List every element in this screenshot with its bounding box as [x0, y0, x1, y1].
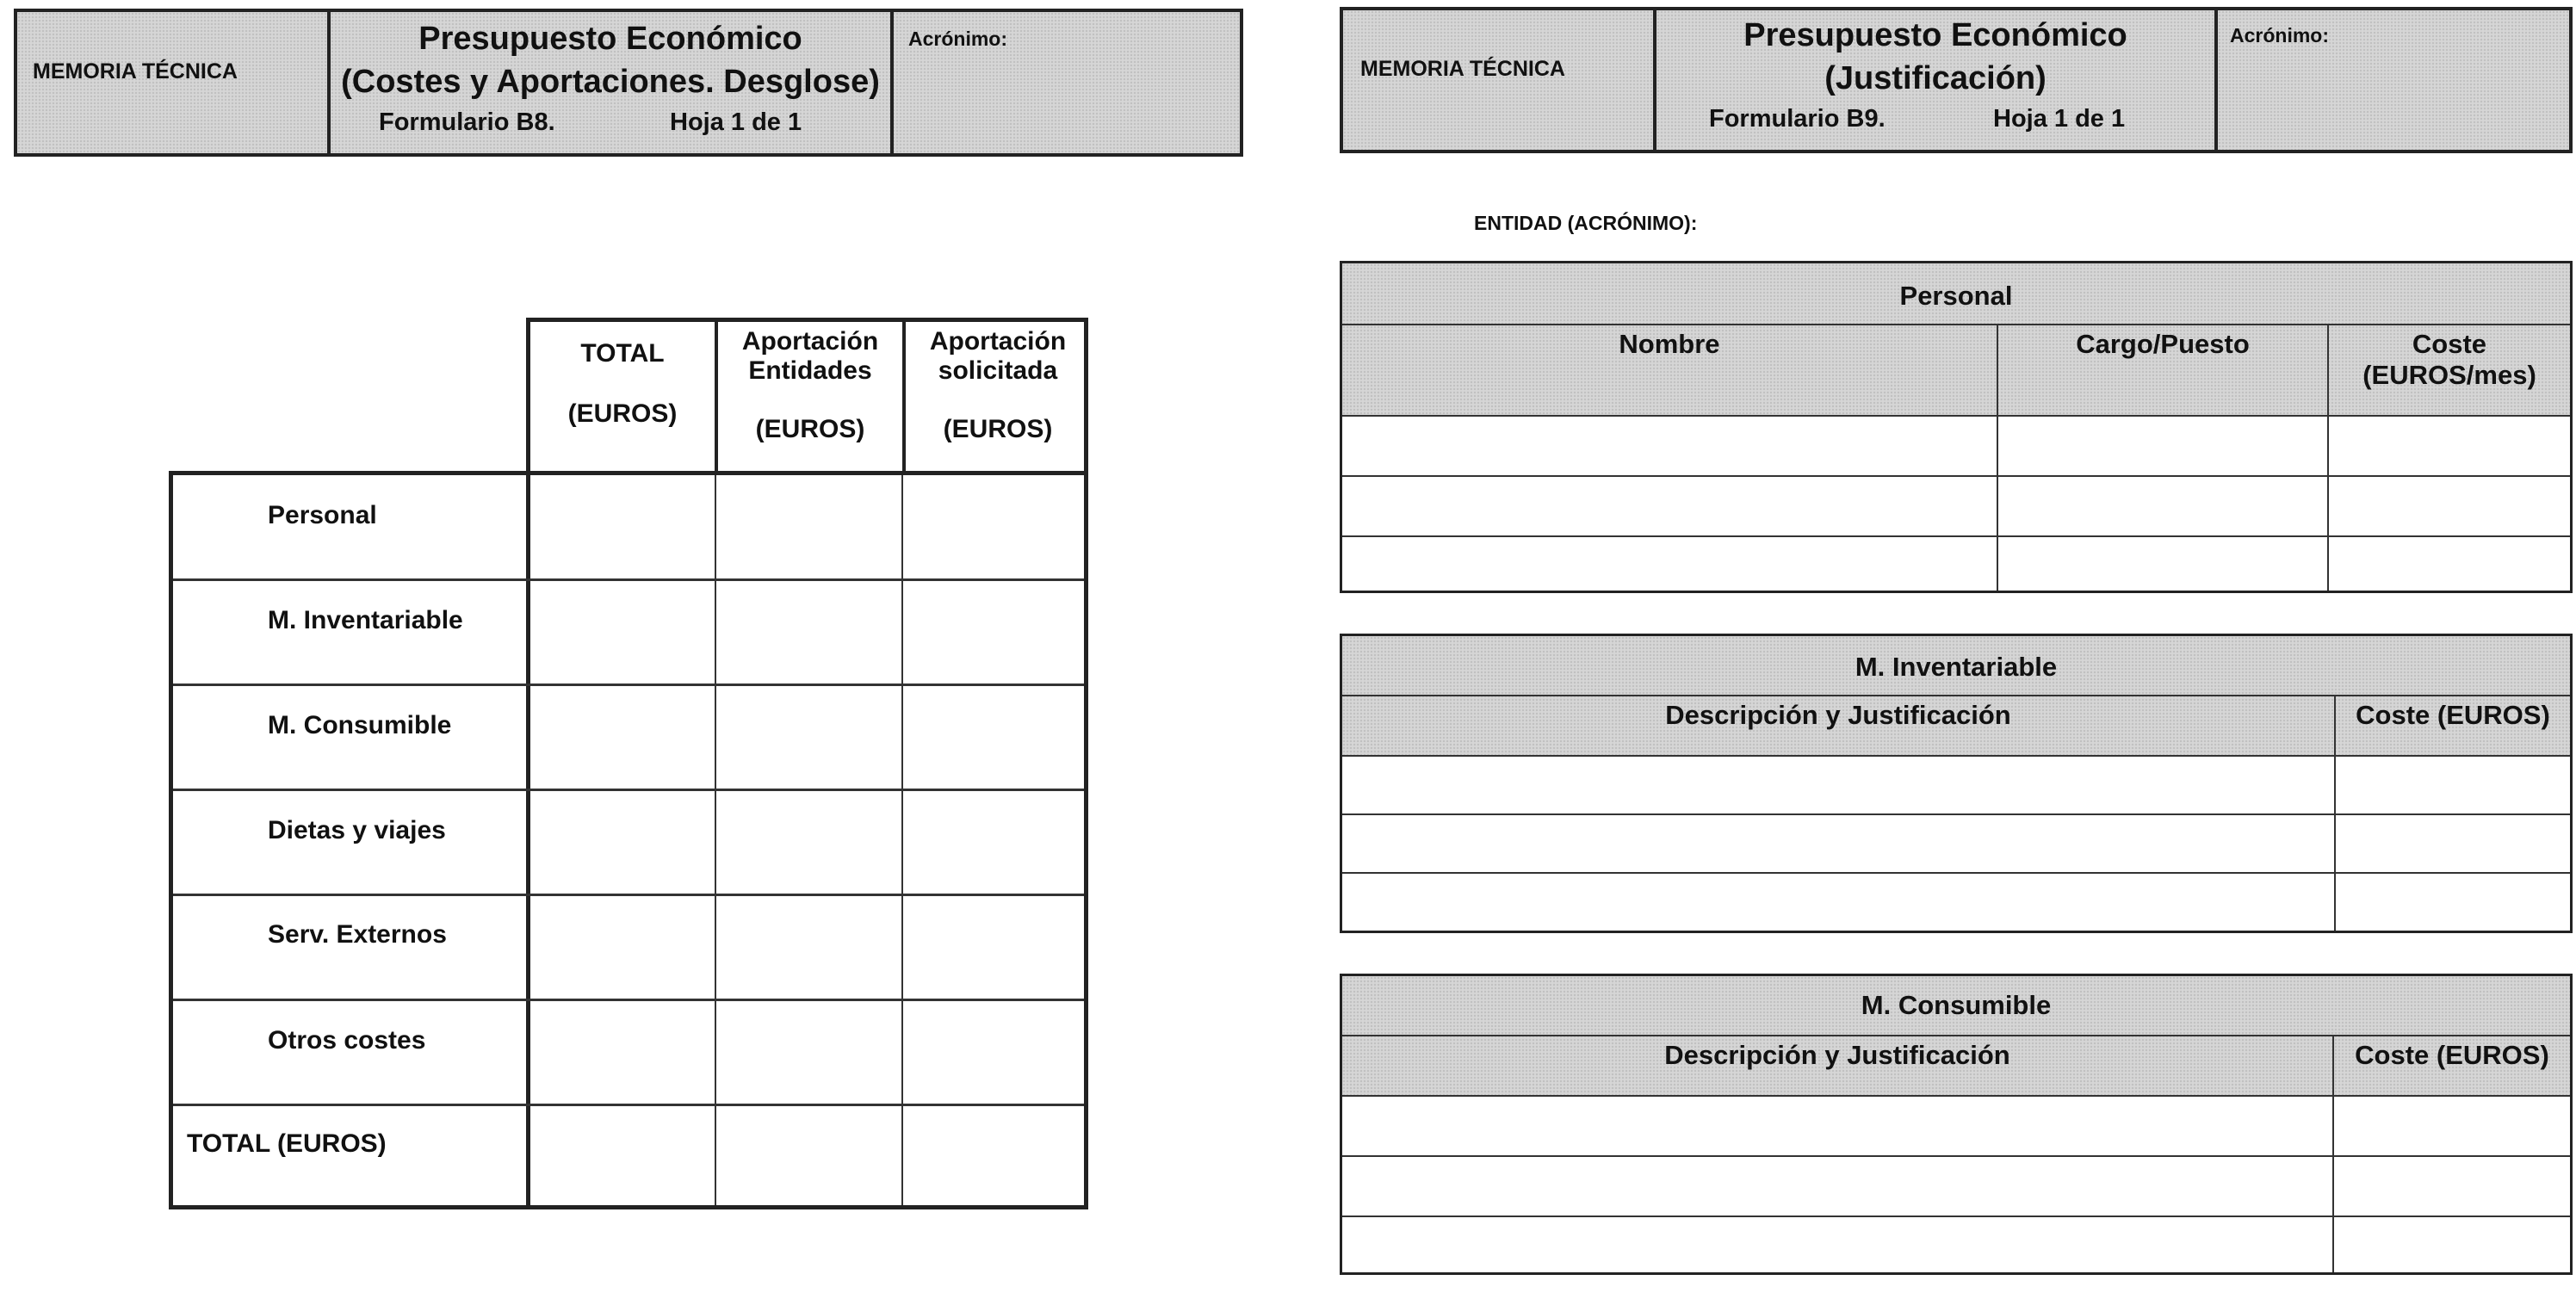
b9-title-line2: (Justificación): [1824, 60, 2047, 96]
b8-col-entidades-line2: Entidades: [748, 356, 872, 385]
b9-title-line1: Presupuesto Económico: [1743, 17, 2127, 53]
b8-hoja: Hoja 1 de 1: [670, 108, 802, 136]
b9-col-cargo: Cargo/Puesto: [2076, 329, 2250, 359]
b8-row-consumible: M. Consumible: [268, 711, 452, 739]
b8-column-headers: [526, 318, 1088, 471]
b9-personal-title: Personal: [1899, 281, 2013, 311]
b8-title-line1: Presupuesto Económico: [418, 21, 802, 57]
b8-header-box: [14, 9, 1243, 157]
b9-entidad-label: ENTIDAD (ACRÓNIMO):: [1474, 212, 1698, 234]
b9-col-nombre: Nombre: [1619, 329, 1720, 359]
b9-acronimo-label: Acrónimo:: [2230, 24, 2329, 46]
b8-col-solicitada-line1: Aportación: [929, 327, 1067, 356]
b9-consumible-title: M. Consumible: [1861, 990, 2052, 1020]
b8-row-personal: Personal: [268, 501, 377, 529]
b9-inventariable-col-coste: Coste (EUROS): [2356, 700, 2550, 730]
b8-formulario: Formulario B8.: [379, 108, 555, 136]
b9-personal-table: [1340, 261, 2573, 593]
b9-formulario: Formulario B9.: [1709, 105, 1886, 133]
b9-inventariable-col-desc: Descripción y Justificación: [1665, 700, 2011, 730]
b8-title-line2: (Costes y Aportaciones. Desglose): [341, 64, 880, 100]
b8-cost-table: [169, 471, 1088, 1209]
b9-memoria-label: MEMORIA TÉCNICA: [1360, 57, 1565, 81]
b8-col-total-line1: TOTAL: [580, 339, 665, 368]
b9-inventariable-title: M. Inventariable: [1855, 652, 2058, 682]
b8-acronimo-label: Acrónimo:: [908, 28, 1007, 50]
b9-header-box: [1340, 7, 2573, 153]
b9-consumible-col-desc: Descripción y Justificación: [1664, 1040, 2010, 1070]
b8-row-total: TOTAL (EUROS): [187, 1129, 387, 1158]
b8-col-entidades-line1: Aportación: [741, 327, 879, 356]
b8-row-dietas: Dietas y viajes: [268, 816, 446, 844]
b8-col-solicitada-line3: (EUROS): [943, 415, 1053, 443]
b8-memoria-label: MEMORIA TÉCNICA: [33, 59, 238, 84]
b9-inventariable-table: [1340, 634, 2573, 933]
b8-col-entidades-line3: (EUROS): [755, 415, 865, 443]
b8-row-inventariable: M. Inventariable: [268, 606, 463, 634]
b8-row-otros: Otros costes: [268, 1026, 426, 1055]
b9-hoja: Hoja 1 de 1: [1993, 105, 2126, 133]
b8-col-total-line3: (EUROS): [567, 399, 678, 428]
b9-consumible-table: [1340, 974, 2573, 1275]
b9-consumible-col-coste: Coste (EUROS): [2355, 1040, 2549, 1070]
b8-col-solicitada-line2: solicitada: [938, 356, 1058, 385]
b9-col-coste-line2: (EUROS/mes): [2362, 360, 2536, 390]
b8-row-externos: Serv. Externos: [268, 920, 447, 949]
b9-col-coste-line1: Coste: [2412, 329, 2487, 359]
